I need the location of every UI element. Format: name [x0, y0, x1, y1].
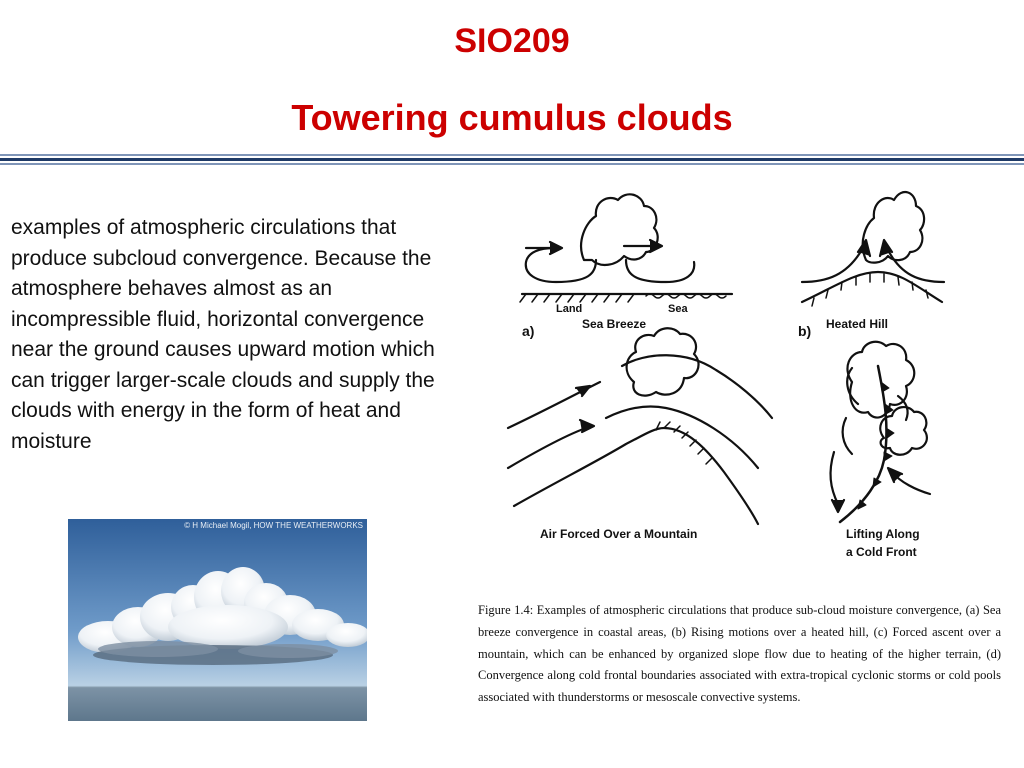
panel-b-letter: b)	[798, 323, 812, 339]
cold-front-panel	[831, 342, 930, 559]
sea-breeze-panel	[520, 194, 732, 339]
right-arrowhead-icon	[580, 420, 594, 432]
cold-front-flow-1	[843, 418, 852, 454]
left-arrowhead-icon	[550, 242, 562, 254]
cold-front-triangles	[858, 382, 894, 509]
sea-label: Sea	[668, 303, 688, 315]
cold-front-label-line2: a Cold Front	[846, 545, 917, 559]
cold-front-flow-2	[847, 368, 858, 404]
sea-breeze-left-loop	[526, 248, 596, 282]
sea-breeze-cloud	[581, 194, 658, 265]
mountain-terrain	[514, 428, 758, 524]
course-title: SIO209	[454, 22, 570, 60]
sea-breeze-right-loop	[626, 260, 694, 282]
right-arrowhead-icon	[576, 386, 590, 396]
mountain-flow-lower-2	[508, 426, 592, 468]
land-hatching	[520, 294, 634, 302]
land-label: Land	[556, 303, 583, 315]
cold-front-label-line1: Lifting Along	[846, 527, 920, 541]
mountain-flow-upper	[622, 355, 772, 418]
cumulus-photo	[68, 519, 367, 721]
body-paragraph: examples of atmospheric circulations that produce subcloud convergence. Because the atmosphere behaves almost as an incompressible fluid, horizontal convergence near the ground causes upward motion which can trigger larger-scale clouds and supply the clouds with energy in the form of heat and moisture	[11, 216, 435, 453]
down-arrowhead-icon	[832, 500, 844, 512]
circulation-figure	[496, 182, 972, 566]
cumulus-photo-image	[68, 519, 367, 721]
slide-title: Towering cumulus clouds	[291, 97, 733, 138]
panel-a-letter: a)	[522, 323, 535, 339]
mountain-label: Air Forced Over a Mountain	[540, 527, 698, 541]
cold-front-line	[840, 366, 886, 522]
photo-credit: © H Michael Mogil, HOW THE WEATHERWORKS	[184, 521, 363, 530]
right-arrowhead-icon	[650, 240, 662, 252]
sea-breeze-label: Sea Breeze	[582, 317, 647, 331]
heated-hill-terrain	[802, 272, 942, 302]
mountain-panel	[508, 328, 772, 541]
heated-hill-panel	[798, 192, 944, 339]
cold-front-flow-3	[831, 452, 838, 504]
heated-hill-cloud	[863, 192, 924, 263]
figure-caption: Figure 1.4: Examples of atmospheric circulations that produce sub-cloud moisture convergence, (a) Sea breeze convergence in coastal areas, (b) Rising motions over a heated hill, (c) Forced ascent over a mountain, which can be enhanced by organized slope flow due to heating of the higher terrain, (d) Convergence along cold frontal boundaries associated with extra-tropical cyclonic storms or cold pools associated with thunderstorms or mesoscale convective systems.	[478, 603, 1001, 705]
circulation-diagram	[496, 182, 972, 566]
mountain-hatching	[656, 422, 712, 464]
mountain-cloud	[627, 328, 699, 395]
heated-hill-label: Heated Hill	[826, 317, 889, 331]
